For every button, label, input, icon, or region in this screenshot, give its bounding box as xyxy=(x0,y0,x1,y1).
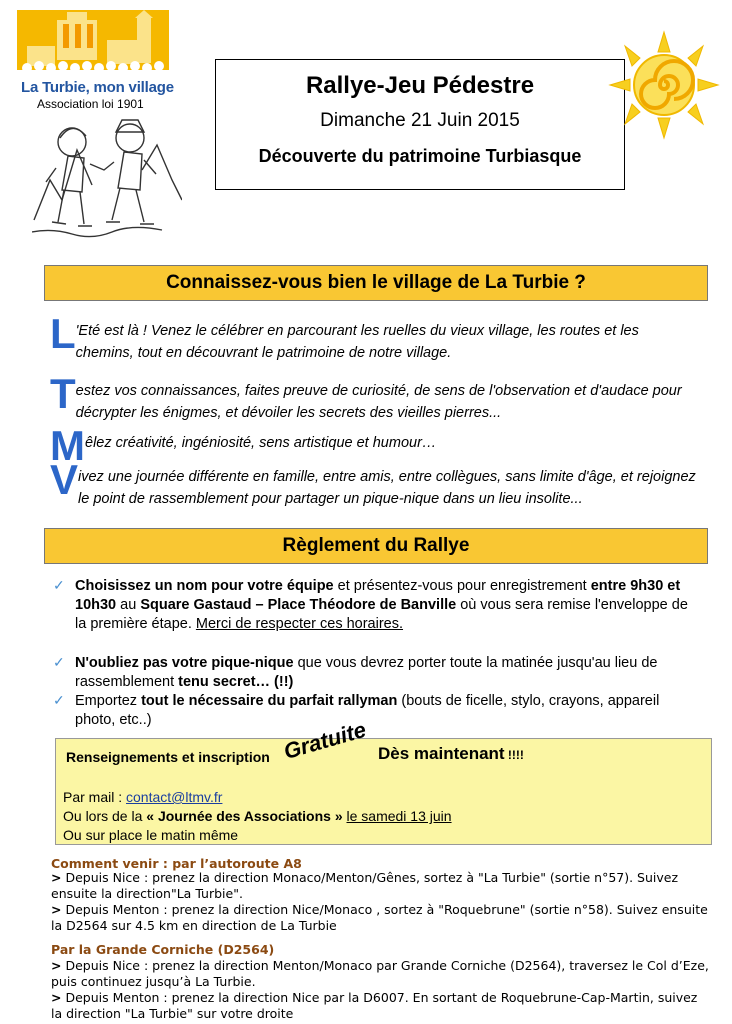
drop-cap: L xyxy=(50,310,76,357)
paragraph-text: êlez créativité, ingéniosité, sens artistique et humour… xyxy=(85,435,437,451)
intro-paragraph xyxy=(50,456,700,510)
event-date: Dimanche 21 Juin 2015 xyxy=(320,110,520,131)
free-stamp: Gratuite xyxy=(280,716,369,765)
email-link[interactable]: contact@ltmv.fr xyxy=(126,789,223,805)
hikers-illustration-icon xyxy=(32,110,182,245)
direction-item: > Depuis Nice : prenez la direction Menton/Monaco par Grande Corniche (D2564), traversez le Col d’Eze, puis continuez jusqu’à La Turbie. xyxy=(51,958,709,989)
logo-subtitle: Association loi 1901 xyxy=(37,97,144,111)
paragraph-text: ivez une journée différente en famille, entre amis, entre collègues, sans limite d'âge, et rejoignez le point de rassemblement pour partager un pique-nique dans un lieu insolite... xyxy=(78,469,696,507)
direction-item: > Depuis Menton : prenez la direction Nice par la D6007. En sortant de Roquebrune-Cap-Martin, suivez la direction "La Turbie" sur votre droite xyxy=(51,990,698,1021)
checkmark-icon: ✓ xyxy=(53,692,65,708)
direction-item: > Depuis Nice : prenez la direction Monaco/Menton/Gênes, sortez à "La Turbie" (sortie n°57). Suivez ensuite la direction"La Turbie". xyxy=(51,870,679,901)
event-subtitle: Découverte du patrimoine Turbiasque xyxy=(258,146,582,166)
title-box xyxy=(215,59,625,190)
direction-item: > Depuis Menton : prenez la direction Nice/Monaco , sortez à "Roquebrune" (sortie n°58). Suivez ensuite la D2564 sur 4.5 km en direction de La Turbie xyxy=(51,902,708,933)
intro-paragraph xyxy=(50,370,700,424)
directions-heading-corniche: Par la Grande Corniche (D2564) xyxy=(51,942,275,957)
page-title: Rallye-Jeu Pédestre xyxy=(305,72,535,99)
checkmark-icon: ✓ xyxy=(53,654,65,670)
logo-title: La Turbie, mon village xyxy=(21,79,174,96)
sun-icon xyxy=(608,30,720,140)
section-heading-rules: Règlement du Rallye xyxy=(44,528,708,564)
drop-cap: T xyxy=(50,370,76,417)
drop-cap: M xyxy=(50,422,85,469)
mail-line: Par mail : contact@ltmv.fr xyxy=(63,789,223,805)
registration-now: Dès maintenant !!!! xyxy=(378,744,524,763)
onsite-line: Ou sur place le matin même xyxy=(63,827,239,843)
drop-cap: V xyxy=(50,456,79,503)
checkmark-icon: ✓ xyxy=(53,577,65,593)
logo-banner xyxy=(17,10,169,78)
rule-item: Emportez tout le nécessaire du parfait rallyman (bouts de ficelle, stylo, crayons, appareil photo, etc..) xyxy=(75,693,660,728)
paragraph-text: estez vos connaissances, faites preuve de curiosité, de sens de l'observation et d'audace pour décrypter les énigmes, et dévoiler les secrets des vieilles pierres... xyxy=(75,383,682,421)
intro-paragraph xyxy=(50,422,700,469)
village-silhouette-icon xyxy=(17,10,169,78)
association-logo xyxy=(17,10,174,111)
section-heading-village: Connaissez-vous bien le village de La Turbie ? xyxy=(44,265,708,301)
registration-heading: Renseignements et inscription xyxy=(66,749,270,765)
directions-heading-highway: Comment venir : par l’autoroute A8 xyxy=(51,856,302,871)
registration-box xyxy=(55,716,712,845)
association-day-line: Ou lors de la « Journée des Associations » le samedi 13 juin xyxy=(63,808,452,824)
paragraph-text: 'Eté est là ! Venez le célébrer en parcourant les ruelles du vieux village, les routes et les chemins, tout en découvrant le patrimoine de notre village. xyxy=(75,323,639,361)
rule-item: Choisissez un nom pour votre équipe et présentez-vous pour enregistrement entre 9h30 et 10h30 au Square Gastaud – Place Théodore de Banville où vous sera remise l'enveloppe de la première étape. Merci de respecter ces horaires. xyxy=(75,578,688,632)
rule-item: N'oubliez pas votre pique-nique que vous devrez porter toute la matinée jusqu'au lieu de rassemblement tenu secret… (!!) xyxy=(75,655,658,690)
intro-paragraph xyxy=(50,310,700,364)
